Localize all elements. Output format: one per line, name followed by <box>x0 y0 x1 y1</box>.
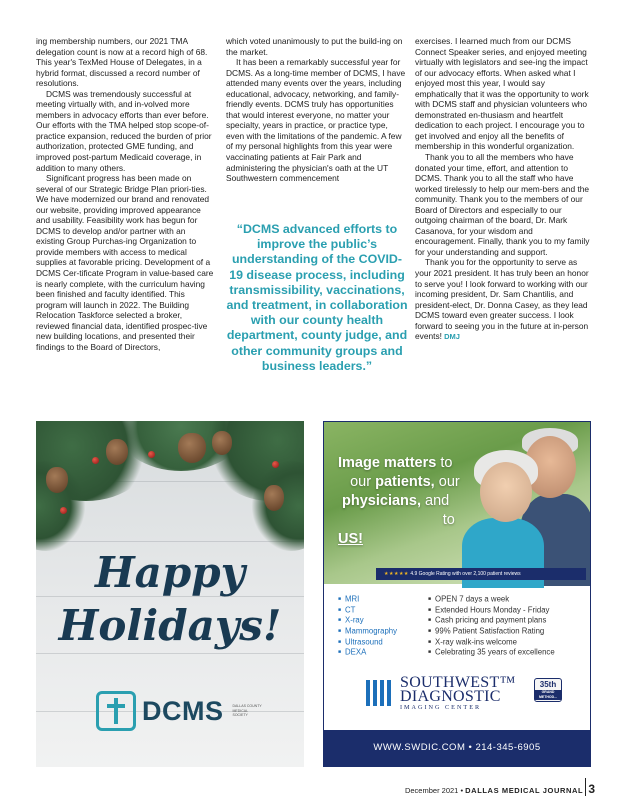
happy-text: Happy <box>94 548 246 597</box>
service-item: ■ X-ray <box>338 615 397 626</box>
service-item: ■ Ultrasound <box>338 637 397 648</box>
service-item: ■ DEXA <box>338 647 397 658</box>
footer-divider <box>585 778 586 796</box>
article-paragraph: DCMS was tremendously successful at meeting virtually with, and in-volved more members in advocacy efforts than ever before. Our efforts with the TMA helped stop scope-of-practice expansion, reduced the burden of prior authorization, protected GME funding, and improved post-partum Medicaid coverage, in addition to many others. <box>36 88 212 173</box>
service-item: ■ MRI <box>338 594 397 605</box>
happy-holidays-ad <box>36 421 304 767</box>
page-number: 3 <box>588 782 595 796</box>
feature-item: ■ Cash pricing and payment plans <box>428 615 555 626</box>
pull-quote: “DCMS advanced efforts to improve the public’s understanding of the COVID-19 disease process, including transmissibility, vaccinations, and treatment, in collaboration with our county health department, county judge, and other community groups and business leaders.” <box>226 222 408 373</box>
issue-date: December 2021 <box>404 786 459 795</box>
berry-decoration <box>92 457 99 464</box>
article-paragraph: It has been a remarkably successful year for DCMS. As a long-time member of DCMS, I have attended many events over the years, including educational, advocacy, networking, and family-friendly events. DCMS truly has opportunities that would interest everyone, no matter your specialty, years in practice, or practice type, even with the limitations of the pandemic. A few of my personal highlights from this year were vaccinating patients at Fair Park and administering the physician's oath at the UT Southwestern commencement <box>226 57 406 184</box>
article-column-1 <box>36 36 216 352</box>
berry-decoration <box>148 451 155 458</box>
star-rating-icon: ★★★★★ <box>384 571 409 577</box>
contact-footer: WWW.SWDIC.COM • 214-345-6905 <box>324 730 590 766</box>
article-paragraph: Thank you to all the members who have donated your time, effort, and attention to DCMS. Thank you to all the staff who have worked tirelessly to help our mem-bers and the community. Thank you to the members of our Board of Directors and especially to our outgoing chairman of the board, Dr. Mark Casanova, for your wisdom and encouragement. Finally, thank you to my family for your understanding and support. <box>415 152 590 257</box>
pinecone-decoration <box>212 431 232 455</box>
feature-item: ■ Extended Hours Monday - Friday <box>428 605 555 616</box>
author-signature: DMJ <box>442 332 460 342</box>
feature-item: ■ X-ray walk-ins welcome <box>428 637 555 648</box>
logo-subtitle: IMAGING CENTER <box>400 704 482 711</box>
article-paragraph: which voted unanimously to put the build-ing on the market. <box>226 36 403 57</box>
service-item: ■ CT <box>338 605 397 616</box>
dcms-logo-text: DCMS <box>142 695 224 726</box>
article-paragraph: Thank you for the opportunity to serve as your 2021 president. It has truly been an honor to serve you! I look forward to working with our incoming president, Dr. Sam Chantilis, and president-elect, Dr. Donna Casey, as they lead DCMS toward even greater success. I look forward to seeing you in the future at in-person events! DMJ <box>415 257 589 342</box>
service-item: ■ Mammography <box>338 626 397 637</box>
services-list <box>338 594 397 658</box>
feature-item: ■ Celebrating 35 years of excellence <box>428 647 555 658</box>
article-paragraph: Significant progress has been made on several of our Strategic Bridge Plan priori-ties. We have modernized our brand and renovated our website, providing improved appearance and usability. Feasibility work has begun for DCMS to develop and/or partner with an existing Group Purchas-ing Organization to provide members with access to medical supplies at favorable pricing. Development of a DCMS Cer-tificate Program in value-based care is nearly complete, with the curriculum having been finished and faculty identified. This program will launch in 2022. The Building Relocation Taskforce selected a broker, reviewed financial data, identified prospec-tive new building locations, and presented their findings to the Board of Directors, <box>36 173 214 352</box>
features-list <box>428 594 555 658</box>
southwest-diagnostic-logo <box>364 674 516 711</box>
berry-decoration <box>272 461 279 468</box>
berry-decoration <box>60 507 67 514</box>
rating-text: 4.9 Google Rating with over 2,100 patient reviews <box>410 571 521 577</box>
page-footer: December 2021 • DALLAS MEDICAL JOURNAL 3 <box>404 782 595 796</box>
35th-anniversary-badge: 35th GRAND METHOD... <box>534 678 562 702</box>
dcms-logo <box>96 691 263 731</box>
feature-item: ■ 99% Patient Satisfaction Rating <box>428 626 555 637</box>
pinecone-decoration <box>264 485 284 511</box>
pinecone-decoration <box>46 467 68 493</box>
logo-name-line2: DIAGNOSTIC <box>400 688 501 705</box>
dcms-logo-subtext: DALLAS COUNTY MEDICAL SOCIETY <box>232 704 262 718</box>
columns-logo-icon <box>364 680 394 706</box>
southwest-diagnostic-ad <box>323 421 591 767</box>
google-rating-bar <box>376 568 586 580</box>
article-column-3 <box>415 36 593 343</box>
caduceus-icon <box>96 691 136 731</box>
article-paragraph: exercises. I learned much from our DCMS Connect Speaker series, and enjoyed meeting virtually with legislators and see-ing the impact of our advocacy efforts. When asked what I enjoyed most this year, I would say emphatically that it was the opportunity to work with DCMS staff and physician volunteers who demonstrated en-thusiasm and heartfelt dedication to each project. I encourage you to get involved and enjoy all the benefits of membership in this wonderful organization. <box>415 36 589 152</box>
ad-headline: Image matters to our patients, our physicians, and to US! <box>338 455 460 547</box>
feature-item: ■ OPEN 7 days a week <box>428 594 555 605</box>
article-paragraph: ing membership numbers, our 2021 TMA delegation count is now at a record high of 68. This year's TexMed House of Delegates, in a hybrid format, discussed a record number of resolutions. <box>36 36 208 89</box>
logo-name-line1: SOUTHWEST™ <box>400 674 516 691</box>
magazine-name: DALLAS MEDICAL JOURNAL <box>465 786 584 795</box>
article-column-2 <box>226 36 406 184</box>
pinecone-decoration <box>178 433 206 463</box>
pinecone-decoration <box>106 439 128 465</box>
holidays-text: Holidays! <box>58 601 282 650</box>
